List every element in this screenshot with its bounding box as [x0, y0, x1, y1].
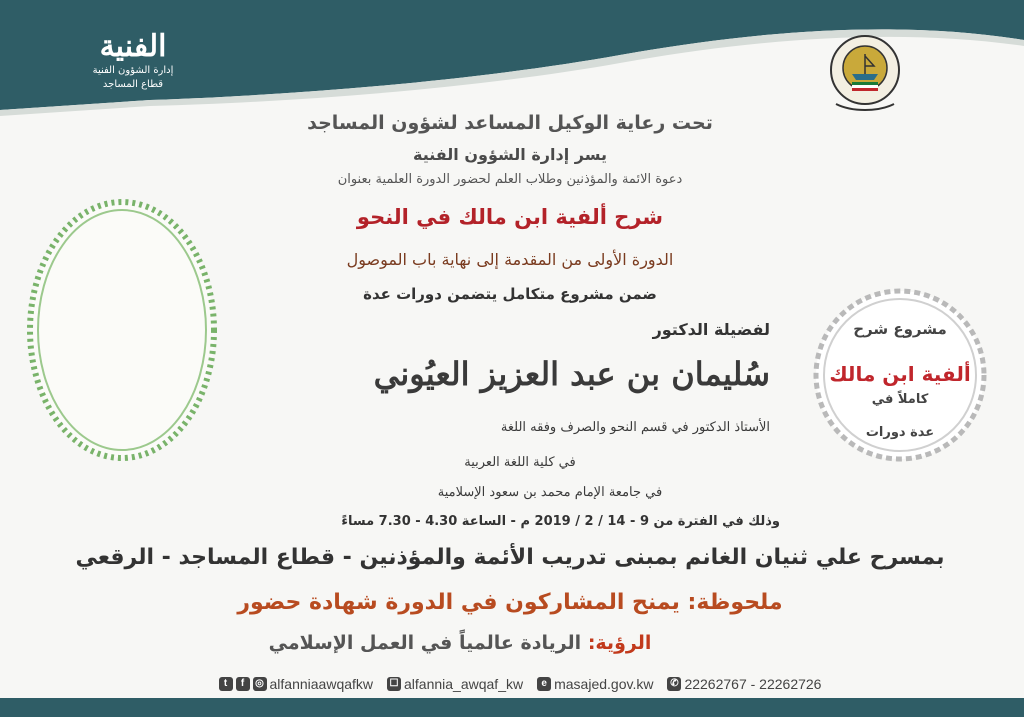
logo-mark: الفنية — [99, 29, 167, 64]
contact-footer — [130, 672, 910, 696]
course-title: شرح ألفية ابن مالك في النحو — [356, 205, 664, 229]
website-link[interactable] — [537, 676, 653, 692]
phone-icon: ✆ — [667, 677, 681, 691]
phone-text: 22262767 - 22262726 — [684, 676, 822, 692]
website-text: masajed.gov.kw — [554, 676, 654, 692]
lecturer-title-3: في جامعة الإمام محمد بن سعود الإسلامية — [437, 485, 663, 500]
vision-text: الريادة عالمياً في العمل الإسلامي — [268, 632, 582, 654]
vision-label: الرؤية: — [587, 632, 652, 654]
ministry-emblem-icon — [822, 30, 908, 116]
lecturer-name: سُليمان بن عبد العزيز العيُوني — [373, 355, 770, 393]
instagram-icon: ◎ — [253, 677, 267, 691]
logo-line-2: قطاع المساجد — [102, 79, 164, 90]
snapchat-icon: ☐ — [387, 677, 401, 691]
venue-line: بمسرح علي ثنيان الغانم بمبنى تدريب الأئمة والمؤذنين - قطاع المساجد - الرقعي — [75, 545, 945, 570]
badge-line-4: عدة دورات — [865, 425, 935, 440]
badge-line-1: مشروع شرح — [853, 320, 947, 338]
department-logo — [78, 10, 188, 92]
vision-line — [200, 632, 720, 654]
instagram-handle: alfanniaawqafkw — [269, 676, 374, 692]
attendance-note: ملحوظة: يمنح المشاركون في الدورة شهادة حضور — [237, 590, 783, 615]
snapchat-handle[interactable] — [387, 676, 523, 692]
badge-line-3: كاملاً في — [871, 392, 929, 407]
invitation-line: دعوة الائمة والمؤذنين وطلاب العلم لحضور الدورة العلمية بعنوان — [337, 172, 683, 187]
patronage-line: تحت رعاية الوكيل المساعد لشؤون المساجد — [307, 112, 713, 134]
snapchat-text: alfannia_awqaf_kw — [404, 676, 524, 692]
logo-line-1: إدارة الشؤون الفنية — [92, 65, 174, 76]
phone-numbers[interactable] — [667, 676, 821, 692]
badge-line-2: ألفية ابن مالك — [829, 362, 971, 386]
course-scope: ضمن مشروع متكامل يتضمن دورات عدة — [363, 285, 657, 303]
lecturer-intro: لفضيلة الدكتور — [652, 320, 770, 339]
bottom-band — [0, 698, 1024, 717]
schedule-line: وذلك في الفترة من 9 - 14 / 2 / 2019 م - الساعة 4.30 - 7.30 مساءً — [341, 514, 780, 529]
web-icon: e — [537, 677, 551, 691]
twitter-icon: t — [219, 677, 233, 691]
course-subtitle: الدورة الأولى من المقدمة إلى نهاية باب الموصول — [346, 250, 674, 269]
lecturer-title-1: الأستاذ الدكتور في قسم النحو والصرف وفقه اللغة — [500, 420, 770, 435]
host-line: يسر إدارة الشؤون الفنية — [413, 145, 607, 164]
photo-frame — [22, 195, 222, 465]
facebook-icon: f — [236, 677, 250, 691]
social-handle[interactable] — [219, 676, 374, 692]
lecturer-title-2: في كلية اللغة العربية — [464, 455, 576, 470]
